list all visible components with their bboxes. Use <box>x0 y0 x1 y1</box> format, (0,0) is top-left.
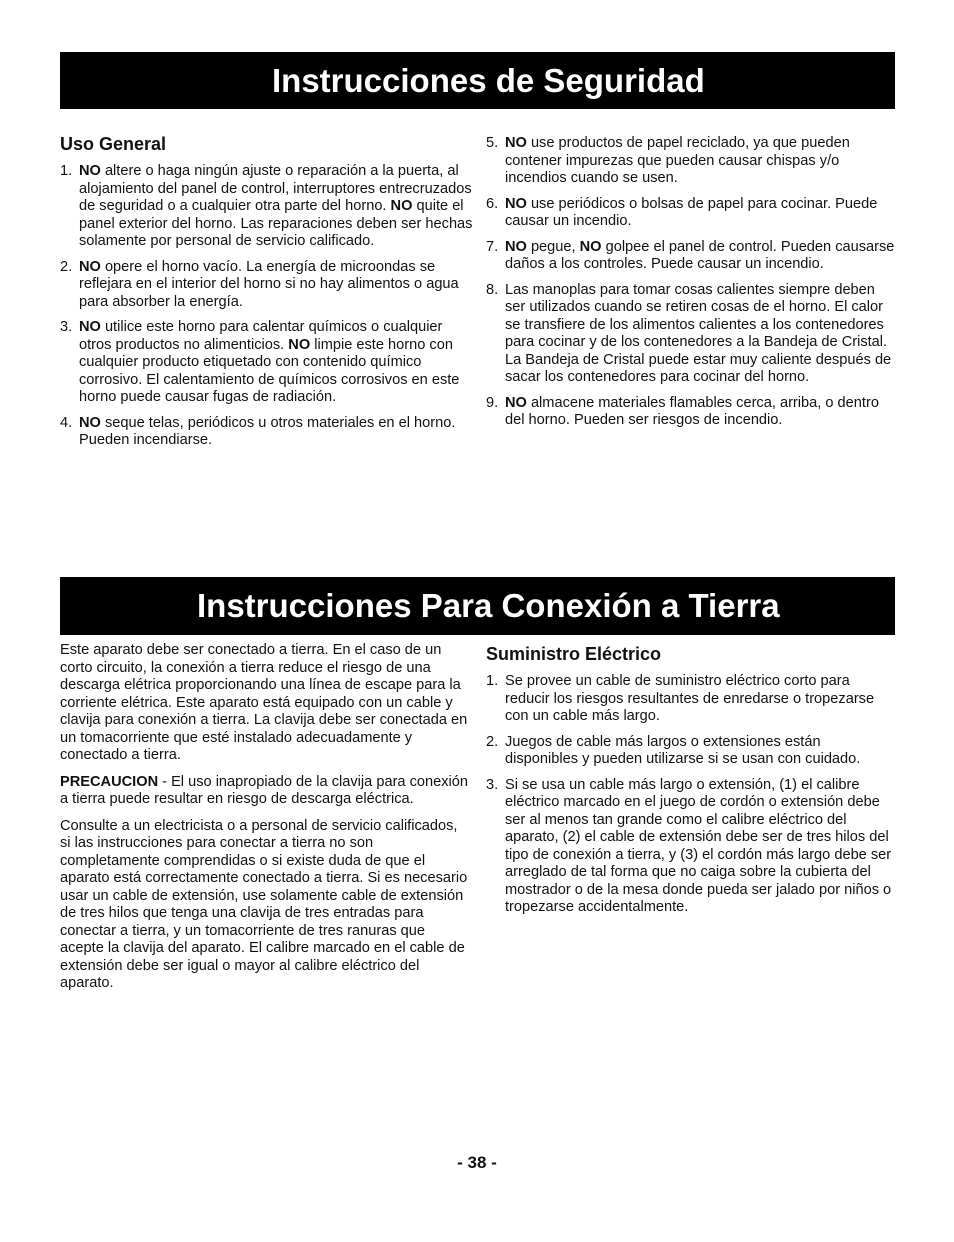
emphasis: NO <box>505 135 527 151</box>
list-item <box>60 163 475 251</box>
item-text: use periódicos o bolsas de papel para cocinar. Puede causar un incendio. <box>505 195 878 229</box>
emphasis: NO <box>79 414 101 431</box>
section-title: Instrucciones de Seguridad <box>272 62 705 99</box>
list-item <box>60 415 475 450</box>
item-number: 1. <box>486 673 499 689</box>
item-text: utilice este horno para calentar químicos o cualquier otros productos no alimenticios. <box>79 319 443 353</box>
item-text: use productos de papel reciclado, ya que pueden contener impurezas que pueden causar chispas y/o incendios cuando se usen. <box>505 135 850 186</box>
suministro-list <box>486 673 896 917</box>
item-number: 1. <box>60 163 73 179</box>
item-number: 6. <box>486 195 499 212</box>
item-number: 8. <box>486 281 499 298</box>
paragraph: Este aparato debe ser conectado a tierra. En el caso de un corto circuito, la conexión a tierra reduce el riesgo de una descarga elétrica proporcionando una línea de escape para la corriente elétrica. Este aparato está equipado con un cable y clavija para conexión a tierra. La clavija debe ser conectada en un tomacorriente que esté instalado adecuadamente y conectado a tierra. <box>60 642 468 763</box>
item-text: Las manoplas para tomar cosas calientes siempre deben ser utilizados cuando se retiren cosas de el horno. El calor se transfiere de los alimentos calientes a los contenedores para cocinar y de los contenedores a la Bandeja de Cristal. La Bandeja de Cristal puede estar muy caliente después de sacar los contenedores para cocinar del horno. <box>505 281 892 385</box>
emphasis: NO <box>505 195 527 212</box>
safety-list-right <box>486 135 896 430</box>
precaucion-paragraph <box>60 774 470 809</box>
page-number: - 38 - <box>457 1153 497 1172</box>
list-item <box>486 777 896 917</box>
emphasis: NO <box>505 394 527 411</box>
item-text: almacene materiales flamables cerca, arriba, o dentro del horno. Pueden ser riesgos de incendio. <box>505 394 879 428</box>
uso-general-column <box>60 133 475 458</box>
list-item <box>486 395 896 430</box>
emphasis: NO <box>79 163 101 179</box>
item-text: golpee el panel de control. Pueden causarse daños a los controles. Puede causar un incendio. <box>505 238 895 272</box>
subsection-heading: Suministro Eléctrico <box>486 644 662 664</box>
emphasis: NO <box>390 198 413 214</box>
item-number: 3. <box>60 319 73 335</box>
item-text: opere el horno vacío. La energía de microondas se reflejara en el interior del horno si no hay alimentos o agua para absorber la energía. <box>79 258 459 310</box>
item-text: pegue, <box>526 238 580 255</box>
item-number: 2. <box>60 258 73 275</box>
item-number: 9. <box>486 394 499 411</box>
safety-list-left <box>60 163 475 450</box>
section-title: Instrucciones Para Conexión a Tierra <box>197 587 780 624</box>
precaucion-label: PRECAUCION <box>60 773 159 790</box>
emphasis: NO <box>505 238 527 255</box>
section-banner-seguridad <box>60 52 895 109</box>
item-text: quite el panel exterior del horno. Las reparaciones deben ser hechas solamente por personal de servicio calificado. <box>79 198 473 249</box>
emphasis: NO <box>288 336 311 353</box>
item-number: 3. <box>486 776 499 793</box>
safety-column-right <box>486 135 896 438</box>
item-text: Si se usa un cable más largo o extensión, (1) el calibre eléctrico marcado en el juego de cordón o extensión debe ser al menos tan grande como el calibre eléctrico del aparato, (2) el cable de extensión debe ser de tres hilos del tipo de conexión a tierra, y (3) el cordón más largo debe ser arreglado de tal forma que no caiga sobre la cubierta del mostrador o de la mesa donde pueda ser jalado por niños o tropezarse accidentalmente. <box>505 776 892 915</box>
item-text: limpie este horno con cualquier producto etiquetado con contenido químico corrosivo. El calentamiento de químicos corrosivos en este horno puede causar fugas de radiación. <box>79 336 460 405</box>
list-item <box>60 259 475 312</box>
emphasis: NO <box>79 258 101 275</box>
item-number: 7. <box>486 238 499 255</box>
list-item <box>486 282 896 387</box>
item-text: altere o haga ningún ajuste o reparación a la puerta, al alojamiento del panel de control, interruptores entrecruzados de seguridad o a cualquier otra parte del horno. <box>79 163 472 214</box>
paragraph: Consulte a un electricista o a personal de servicio calificados, si las instrucciones para conectar a tierra no son completamente comprendidas o si existe duda de que el aparato está correctamente conectado a tierra. Si es necesario usar un cable de extensión, use solamente cable de extensión de tres hilos que tenga una clavija de tres entradas para conectar a tierra, y un tomacorriente de tres ranuras que acepte la clavija del aparato. El calibre marcado en el cable de extensión debe ser igual o mayor al calibre eléctrico del aparato. <box>60 817 468 991</box>
item-number: 5. <box>486 135 499 151</box>
list-item <box>486 734 896 769</box>
list-item <box>486 196 896 231</box>
list-item <box>486 135 896 188</box>
paragraph-text: - El uso inapropiado de la clavija para conexión a tierra puede resultar en riesgo de descarga eléctrica. <box>60 773 469 807</box>
item-text: Juegos de cable más largos o extensiones están disponibles y pueden utilizarse si se usan con cuidado. <box>505 733 861 767</box>
section-banner-tierra <box>60 577 895 635</box>
item-number: 2. <box>486 733 499 750</box>
list-item <box>60 319 475 407</box>
item-text: Se provee un cable de suministro eléctrico corto para reducir los riesgos resultantes de enredarse o tropezarse con un cable más largo. <box>505 673 875 724</box>
emphasis: NO <box>579 238 602 255</box>
list-item <box>486 239 896 274</box>
item-number: 4. <box>60 414 73 431</box>
subsection-heading: Uso General <box>60 134 167 154</box>
emphasis: NO <box>79 319 101 335</box>
item-text: seque telas, periódicos u otros materiales en el horno. Pueden incendiarse. <box>79 414 456 448</box>
suministro-column <box>486 643 896 925</box>
list-item <box>486 673 896 726</box>
grounding-column <box>60 642 470 1002</box>
